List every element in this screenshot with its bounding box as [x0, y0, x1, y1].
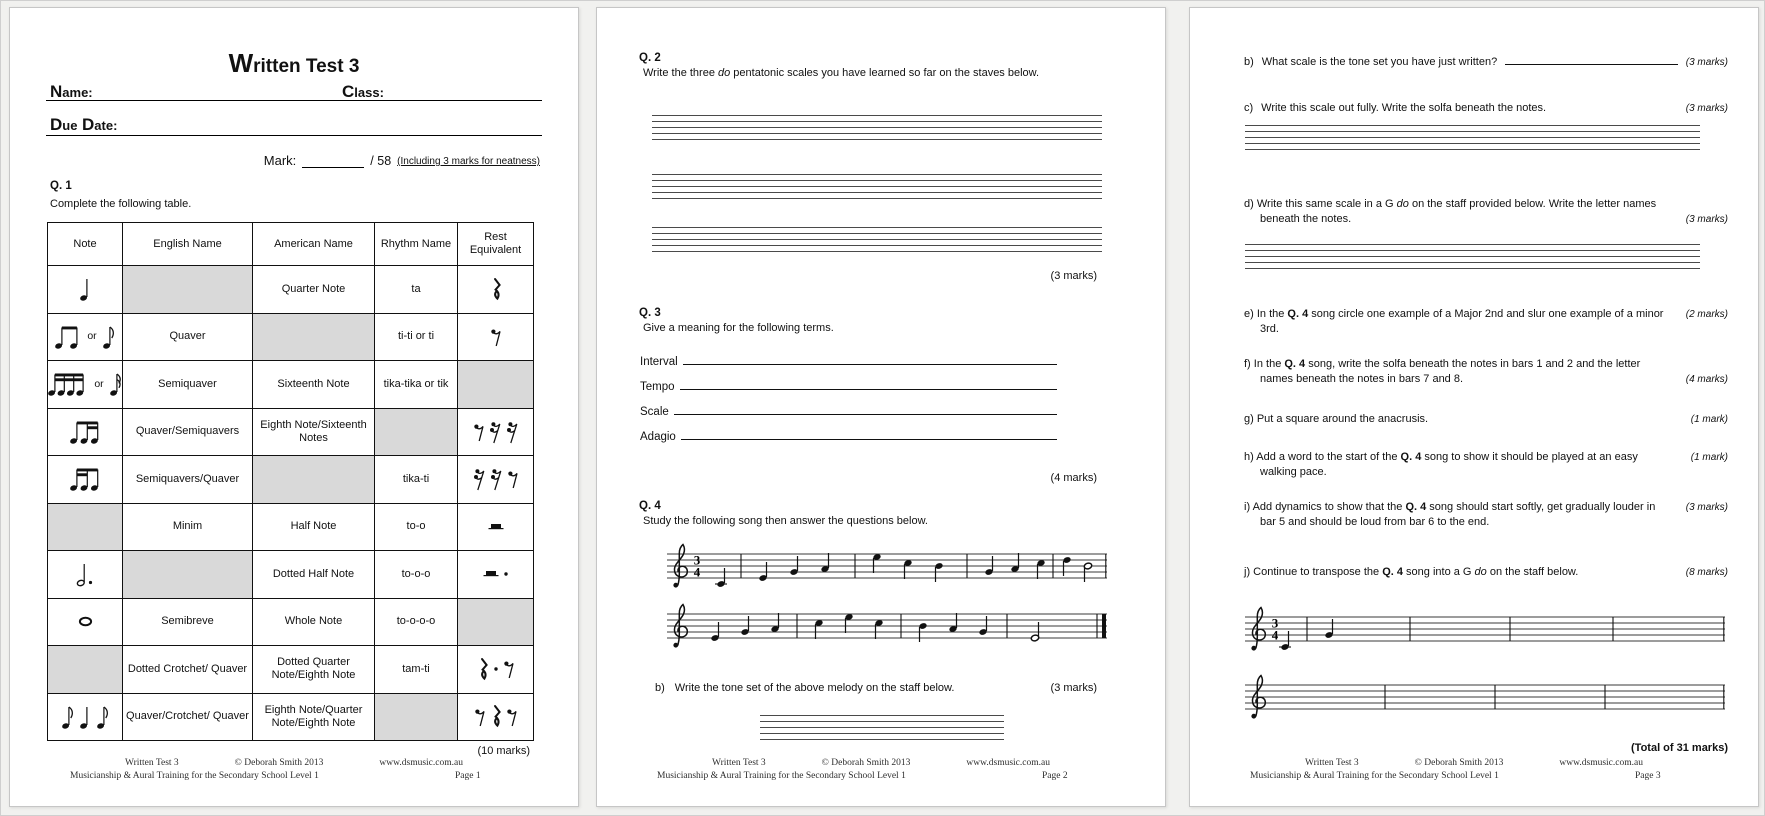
text-cell: Sixteenth Note: [253, 361, 375, 408]
table-row: [48, 599, 533, 647]
text-cell: tika-tika or tik: [375, 361, 458, 408]
text-cell: Minim: [123, 504, 253, 551]
text-cell: ta: [375, 266, 458, 313]
blank-answer-cell: [375, 694, 458, 741]
question-label: c): [1244, 102, 1254, 114]
table-row: [48, 456, 533, 504]
svg-text:3: 3: [693, 552, 701, 568]
q4b-label: b): [655, 682, 665, 694]
question-marks: (3 marks): [1685, 57, 1728, 68]
term-label: Tempo: [640, 381, 675, 393]
column-header: Rhythm Name: [375, 223, 458, 265]
footer-copyright: © Deborah Smith 2013: [1414, 758, 1504, 768]
mark-label: Mark:: [263, 153, 297, 168]
music-glyph-re: [474, 706, 486, 728]
footer-title: Written Test 3: [712, 758, 766, 768]
transpose-staff-line-1: [1245, 603, 1725, 655]
due-date-label-1: Due: [50, 115, 78, 134]
text-cell: Semiquavers/Quaver: [123, 456, 253, 503]
music-glyph-re: [506, 706, 518, 728]
or-text: or: [94, 377, 104, 390]
text-cell: Dotted Crotchet/ Quaver: [123, 646, 253, 693]
question-marks: (3 marks): [1685, 502, 1728, 513]
table-row: [48, 694, 533, 741]
question-label: h): [1244, 451, 1254, 463]
notation-cell: [458, 646, 533, 693]
text-cell: Quarter Note: [253, 266, 375, 313]
question-3-number: Q. 3: [639, 307, 661, 319]
blank-answer-cell: [375, 409, 458, 456]
footer-title: Written Test 3: [1305, 758, 1359, 768]
table-row: [48, 409, 533, 457]
music-glyph-e: [61, 703, 75, 731]
text-cell: Quaver/Semiquavers: [123, 409, 253, 456]
text-cell: Dotted Quarter Note/Eighth Note: [253, 646, 375, 693]
question-4-number: Q. 4: [639, 500, 661, 512]
music-glyph-e: [102, 323, 116, 351]
text-cell: to-o: [375, 504, 458, 551]
music-glyph-dot: [503, 570, 509, 578]
footer-site: www.dsmusic.com.au: [1559, 758, 1643, 768]
footer-line-1: [1190, 758, 1758, 768]
footer-line-1: [597, 758, 1165, 768]
footer-page-number: Page 3: [1635, 771, 1661, 781]
empty-staff-2: [652, 174, 1102, 200]
footer-series: Musicianship & Aural Training for the Secondary School Level 1: [70, 771, 319, 781]
question-f: [1244, 357, 1728, 387]
blank-answer-cell: [48, 504, 123, 551]
question-marks: (3 marks): [1685, 103, 1728, 114]
term-row-adagio: [640, 426, 1057, 442]
question-text: Add dynamics to show that the Q. 4 song should start softly, get gradually louder in bar 5 and should be loud from bar 6 to the end.: [1252, 501, 1656, 528]
table-body: [48, 266, 533, 740]
term-label: Interval: [640, 356, 678, 368]
class-label: Class:: [342, 82, 384, 101]
term-row-interval: [640, 351, 1057, 367]
question-marks: (4 marks): [1685, 374, 1728, 385]
question-label: g): [1244, 413, 1254, 425]
question-label: f): [1244, 358, 1251, 370]
blank-answer-cell: [458, 361, 533, 408]
question-label: e): [1244, 308, 1254, 320]
footer-page-number: Page 1: [455, 771, 481, 781]
question-4-instruction: Study the following song then answer the questions below.: [643, 515, 928, 527]
music-glyph-ee: [54, 323, 82, 351]
answer-line: [683, 351, 1057, 365]
music-glyph-q: [79, 703, 92, 731]
q1-note-table: [47, 222, 534, 741]
music-glyph-re: [473, 421, 485, 443]
notation-cell: [48, 266, 123, 313]
text-cell: Quaver: [123, 314, 253, 361]
music-glyph-w: [78, 616, 93, 627]
question-text: What scale is the tone set you have just written?: [1261, 56, 1498, 68]
question-marks: (3 marks): [1685, 214, 1728, 225]
table-row: [48, 646, 533, 694]
notation-cell: [48, 599, 123, 646]
text-cell: Semiquaver: [123, 361, 253, 408]
table-row: [48, 551, 533, 599]
question-text: In the Q. 4 song, write the solfa beneath the notes in bars 1 and 2 and the letter names beneath the notes in bars 7 and 8.: [1253, 358, 1641, 385]
notation-cell: [458, 551, 533, 598]
blank-answer-cell: [253, 456, 375, 503]
q2-marks: (3 marks): [1050, 270, 1097, 282]
music-glyph-rq: [490, 277, 502, 302]
music-glyph-rh: [488, 522, 504, 532]
question-i: [1244, 500, 1728, 530]
column-header: Rest Equivalent: [469, 231, 522, 256]
question-2-number: Q. 2: [639, 52, 661, 64]
footer-series: Musicianship & Aural Training for the Secondary School Level 1: [1250, 771, 1499, 781]
question-1-instruction: Complete the following table.: [50, 198, 192, 210]
question-e: [1244, 307, 1728, 337]
table-row: [48, 361, 533, 409]
mark-field: [264, 153, 540, 168]
notation-cell: [458, 694, 533, 741]
svg-text:4: 4: [1271, 627, 1279, 643]
music-glyph-hd: [76, 560, 94, 588]
term-label: Scale: [640, 406, 669, 418]
text-cell: to-o-o-o: [375, 599, 458, 646]
music-glyph-s: [109, 370, 123, 398]
text-cell: tam-ti: [375, 646, 458, 693]
music-glyph-ssss: [47, 370, 89, 398]
footer-page-number: Page 2: [1042, 771, 1068, 781]
question-marks: (2 marks): [1685, 309, 1728, 320]
question-g: [1244, 412, 1728, 427]
question-text: Add a word to the start of the Q. 4 song to show it should be played at an easy walking pace.: [1256, 451, 1638, 478]
text-cell: Eighth Note/Sixteenth Notes: [253, 409, 375, 456]
text-cell: Dotted Half Note: [253, 551, 375, 598]
scale-staff-d: [1245, 244, 1700, 270]
due-date-label-2: Date:: [82, 115, 118, 134]
text-cell: tika-ti: [375, 456, 458, 503]
notation-cell: [48, 361, 123, 408]
mark-note: (Including 3 marks for neatness): [397, 156, 540, 167]
question-2-instruction: Write the three do pentatonic scales you have learned so far on the staves below.: [643, 67, 1040, 79]
question-label: b): [1244, 56, 1254, 68]
empty-staff-3: [652, 227, 1102, 253]
music-glyph-rs: [489, 419, 502, 445]
text-cell: Whole Note: [253, 599, 375, 646]
page-1: [9, 7, 579, 807]
music-glyph-re: [507, 468, 519, 490]
music-glyph-re: [503, 658, 515, 680]
question-b: [1244, 52, 1728, 68]
tone-set-staff: [760, 715, 1004, 741]
question-marks: (1 mark): [1690, 414, 1728, 425]
question-text: Continue to transpose the Q. 4 song into a G do on the staff below.: [1253, 566, 1579, 578]
or-text: or: [87, 330, 97, 343]
music-glyph-rq: [477, 657, 489, 682]
song-staff-line-2: [667, 600, 1107, 652]
notation-cell: [458, 314, 533, 361]
notation-cell: [458, 409, 533, 456]
q4b-row: [655, 682, 954, 694]
answer-line: [680, 376, 1057, 390]
mark-blank-line: [302, 153, 364, 168]
q4b-text: Write the tone set of the above melody on the staff below.: [674, 682, 955, 694]
notation-cell: [48, 551, 123, 598]
question-text: In the Q. 4 song circle one example of a Major 2nd and slur one example of a minor 3rd.: [1256, 308, 1664, 335]
music-glyph-rh: [483, 569, 499, 579]
blank-answer-cell: [123, 551, 253, 598]
blank-answer-cell: [123, 266, 253, 313]
music-glyph-rs: [490, 466, 503, 492]
question-marks: (1 mark): [1690, 452, 1728, 463]
term-row-tempo: [640, 376, 1057, 392]
transpose-staff-line-2: [1245, 671, 1725, 723]
text-cell: Eighth Note/Quarter Note/Eighth Note: [253, 694, 375, 741]
music-glyph-rq: [490, 704, 502, 729]
table-header-row: [48, 223, 533, 266]
footer-copyright: © Deborah Smith 2013: [234, 758, 324, 768]
column-header: English Name: [123, 223, 253, 265]
question-text: Write this scale out fully. Write the solfa beneath the notes.: [1261, 102, 1547, 114]
notation-cell: [458, 266, 533, 313]
notation-cell: [48, 409, 123, 456]
table-row: [48, 266, 533, 314]
music-glyph-sse: [69, 465, 101, 493]
footer-title: Written Test 3: [125, 758, 179, 768]
svg-text:4: 4: [693, 564, 701, 580]
blank-answer-cell: [48, 646, 123, 693]
answer-line: [681, 426, 1057, 440]
music-glyph-q: [79, 275, 92, 303]
text-cell: ti-ti or ti: [375, 314, 458, 361]
scale-staff-c: [1245, 125, 1700, 151]
question-marks: (8 marks): [1685, 567, 1728, 578]
footer-copyright: © Deborah Smith 2013: [821, 758, 911, 768]
notation-cell: [48, 314, 123, 361]
due-date-underline: [46, 135, 542, 136]
question-label: j): [1244, 566, 1251, 578]
empty-staff-1: [652, 115, 1102, 141]
text-cell: Quaver/Crotchet/ Quaver: [123, 694, 253, 741]
question-j: [1244, 565, 1728, 580]
notation-cell: [458, 456, 533, 503]
footer-line-1: [10, 758, 578, 768]
footer-series: Musicianship & Aural Training for the Secondary School Level 1: [657, 771, 906, 781]
blank-answer-cell: [458, 599, 533, 646]
blank-answer-cell: [253, 314, 375, 361]
song-staff-line-1: [667, 540, 1107, 592]
question-1-number: Q. 1: [50, 180, 72, 192]
notation-cell: [48, 456, 123, 503]
question-text: Put a square around the anacrusis.: [1256, 413, 1429, 425]
total-marks: (Total of 31 marks): [1631, 742, 1728, 754]
question-3-instruction: Give a meaning for the following terms.: [643, 322, 834, 334]
footer-site: www.dsmusic.com.au: [379, 758, 463, 768]
q3-marks: (4 marks): [1050, 472, 1097, 484]
q1-marks: (10 marks): [477, 745, 530, 757]
q4b-marks: (3 marks): [1050, 682, 1097, 694]
footer-site: www.dsmusic.com.au: [966, 758, 1050, 768]
text-cell: Semibreve: [123, 599, 253, 646]
answer-line: [1505, 52, 1678, 65]
question-label: d): [1244, 198, 1254, 210]
term-row-scale: [640, 401, 1057, 417]
page-2: [596, 7, 1166, 807]
name-label: Name:: [50, 82, 93, 101]
music-glyph-rs: [506, 419, 519, 445]
notation-cell: [458, 504, 533, 551]
music-glyph-dot: [493, 665, 499, 673]
page-3: [1189, 7, 1759, 807]
music-glyph-e: [96, 703, 110, 731]
column-header: American Name: [253, 223, 375, 265]
document-title: Written Test 3: [228, 48, 360, 78]
question-h: [1244, 450, 1728, 480]
name-underline: [46, 100, 542, 101]
answer-line: [674, 401, 1057, 415]
text-cell: Half Note: [253, 504, 375, 551]
svg-text:3: 3: [1271, 615, 1279, 631]
question-text: Write this same scale in a G do on the staff provided below. Write the letter names beneath the notes.: [1256, 198, 1657, 225]
music-glyph-re: [490, 326, 502, 348]
question-label: i): [1244, 501, 1251, 513]
music-glyph-rs: [473, 466, 486, 492]
question-c: [1244, 102, 1728, 114]
table-row: [48, 504, 533, 552]
term-label: Adagio: [640, 431, 676, 443]
mark-total: / 58: [370, 154, 392, 168]
music-glyph-ess: [69, 418, 101, 446]
text-cell: to-o-o: [375, 551, 458, 598]
notation-cell: [48, 694, 123, 741]
question-d: [1244, 197, 1728, 227]
table-row: [48, 314, 533, 362]
column-header: Note: [48, 223, 123, 265]
